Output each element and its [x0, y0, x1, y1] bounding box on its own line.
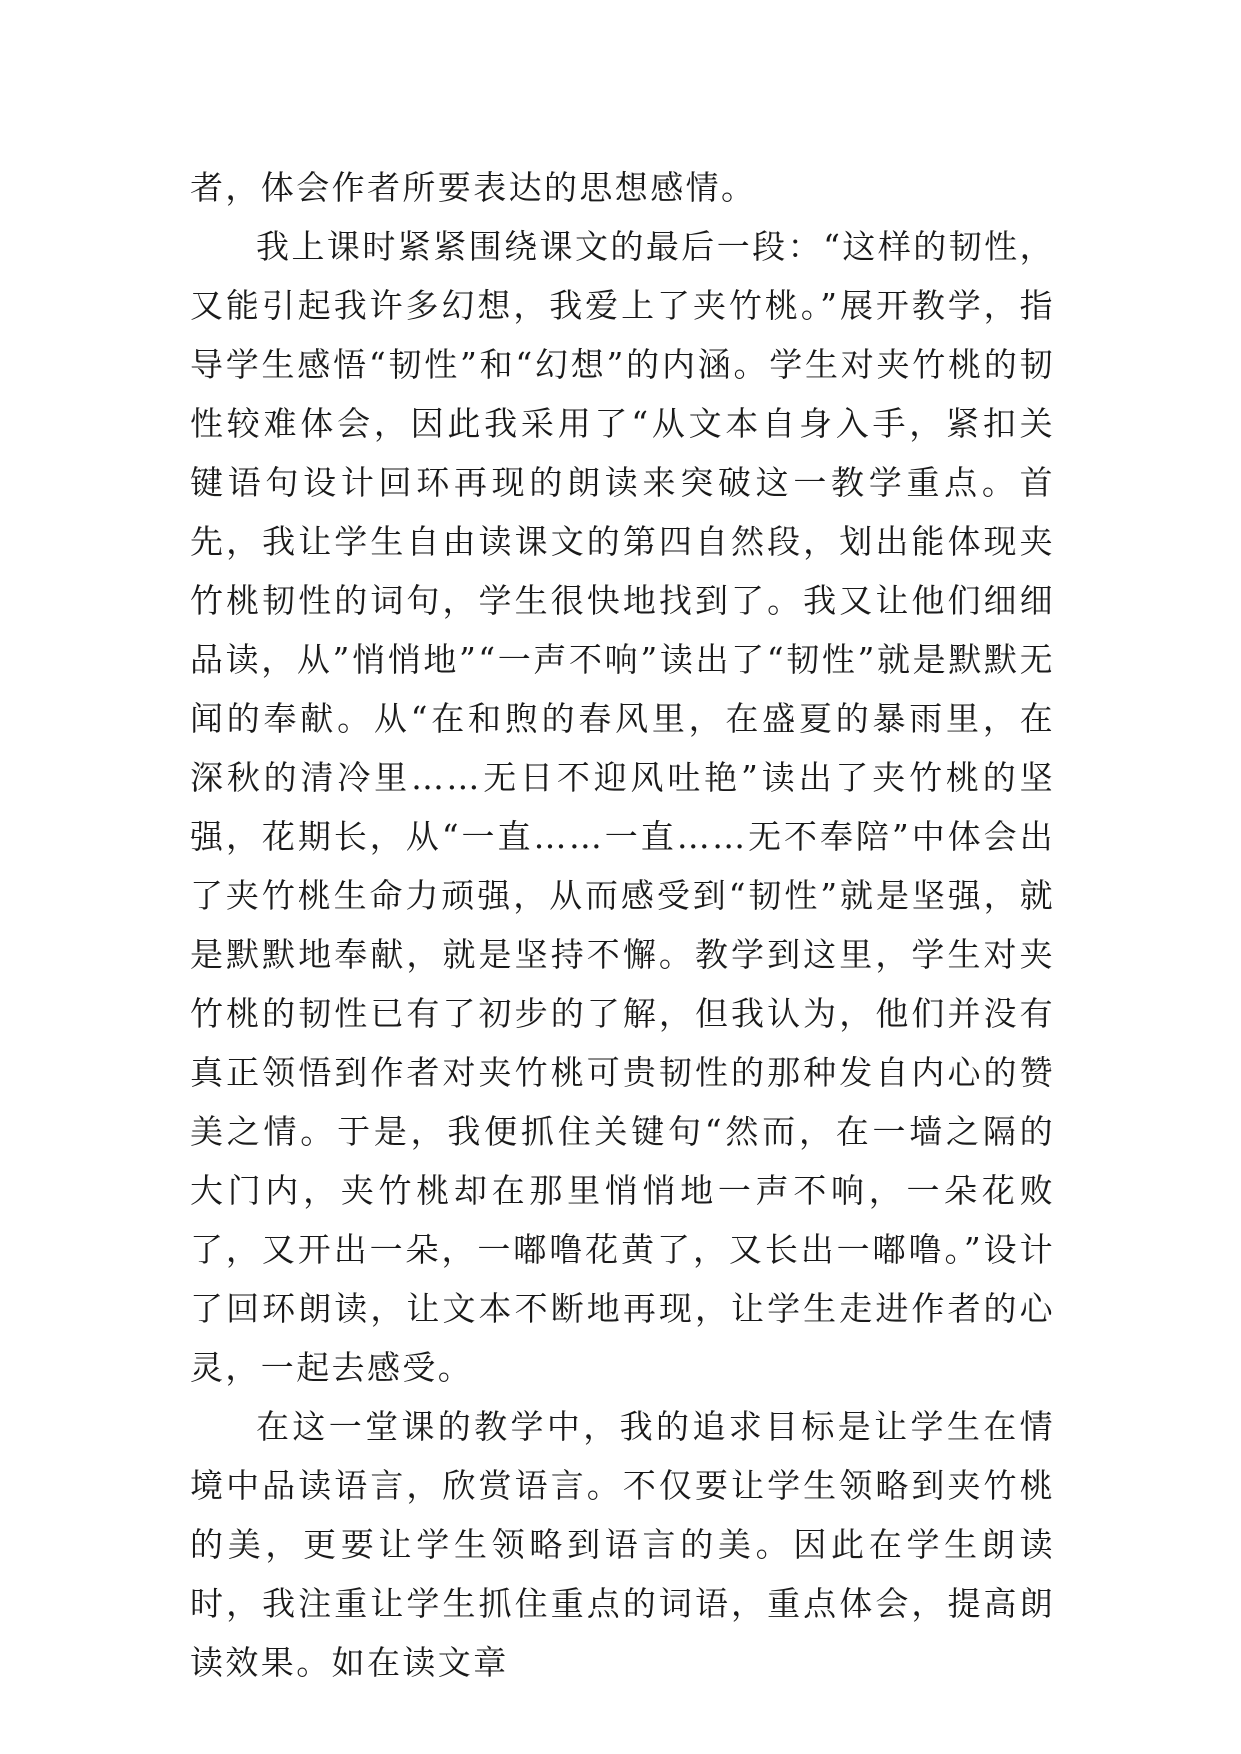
body-text [190, 158, 1055, 1692]
paragraph-continuation: 者，体会作者所要表达的思想感情。 [190, 168, 757, 207]
paragraph-teaching-approach: 我上课时紧紧围绕课文的最后一段：“这样的韧性，又能引起我许多幻想，我爱上了夹竹桃。”展开教学，指导学生感悟“韧性”和“幻想”的内涵。学生对夹竹桃的韧性较难体会，因此我采用了“从文本自身入手，紧扣关键语句设计回环再现的朗读来突破这一教学重点。首先，我让学生自由读课文的第四自然段，划出能体现夹竹桃韧性的词句，学生很快地找到了。我又让他们细细品读，从”悄悄地”“一声不响”读出了“韧性”就是默默无闻的奉献。从“在和煦的春风里，在盛夏的暴雨里，在深秋的清冷里……无日不迎风吐艳”读出了夹竹桃的坚强，花期长，从“一直……一直……无不奉陪”中体会出了夹竹桃生命力顽强，从而感受到“韧性”就是坚强，就是默默地奉献，就是坚持不懈。教学到这里，学生对夹竹桃的韧性已有了初步的了解，但我认为，他们并没有真正领悟到作者对夹竹桃可贵韧性的那种发自内心的赞美之情。于是，我便抓住关键句“然而，在一墙之隔的大门内，夹竹桃却在那里悄悄地一声不响，一朵花败了，又开出一朵，一嘟噜花黄了，又长出一嘟噜。”设计了回环朗读，让文本不断地再现，让学生走进作者的心灵，一起去感受。 [190, 227, 1055, 1387]
paragraph-teaching-goal: 在这一堂课的教学中，我的追求目标是让学生在情境中品读语言，欣赏语言。不仅要让学生领略到夹竹桃的美，更要让学生领略到语言的美。因此在学生朗读时，我注重让学生抓住重点的词语，重点体会，提高朗读效果。如在读文章 [190, 1407, 1055, 1682]
